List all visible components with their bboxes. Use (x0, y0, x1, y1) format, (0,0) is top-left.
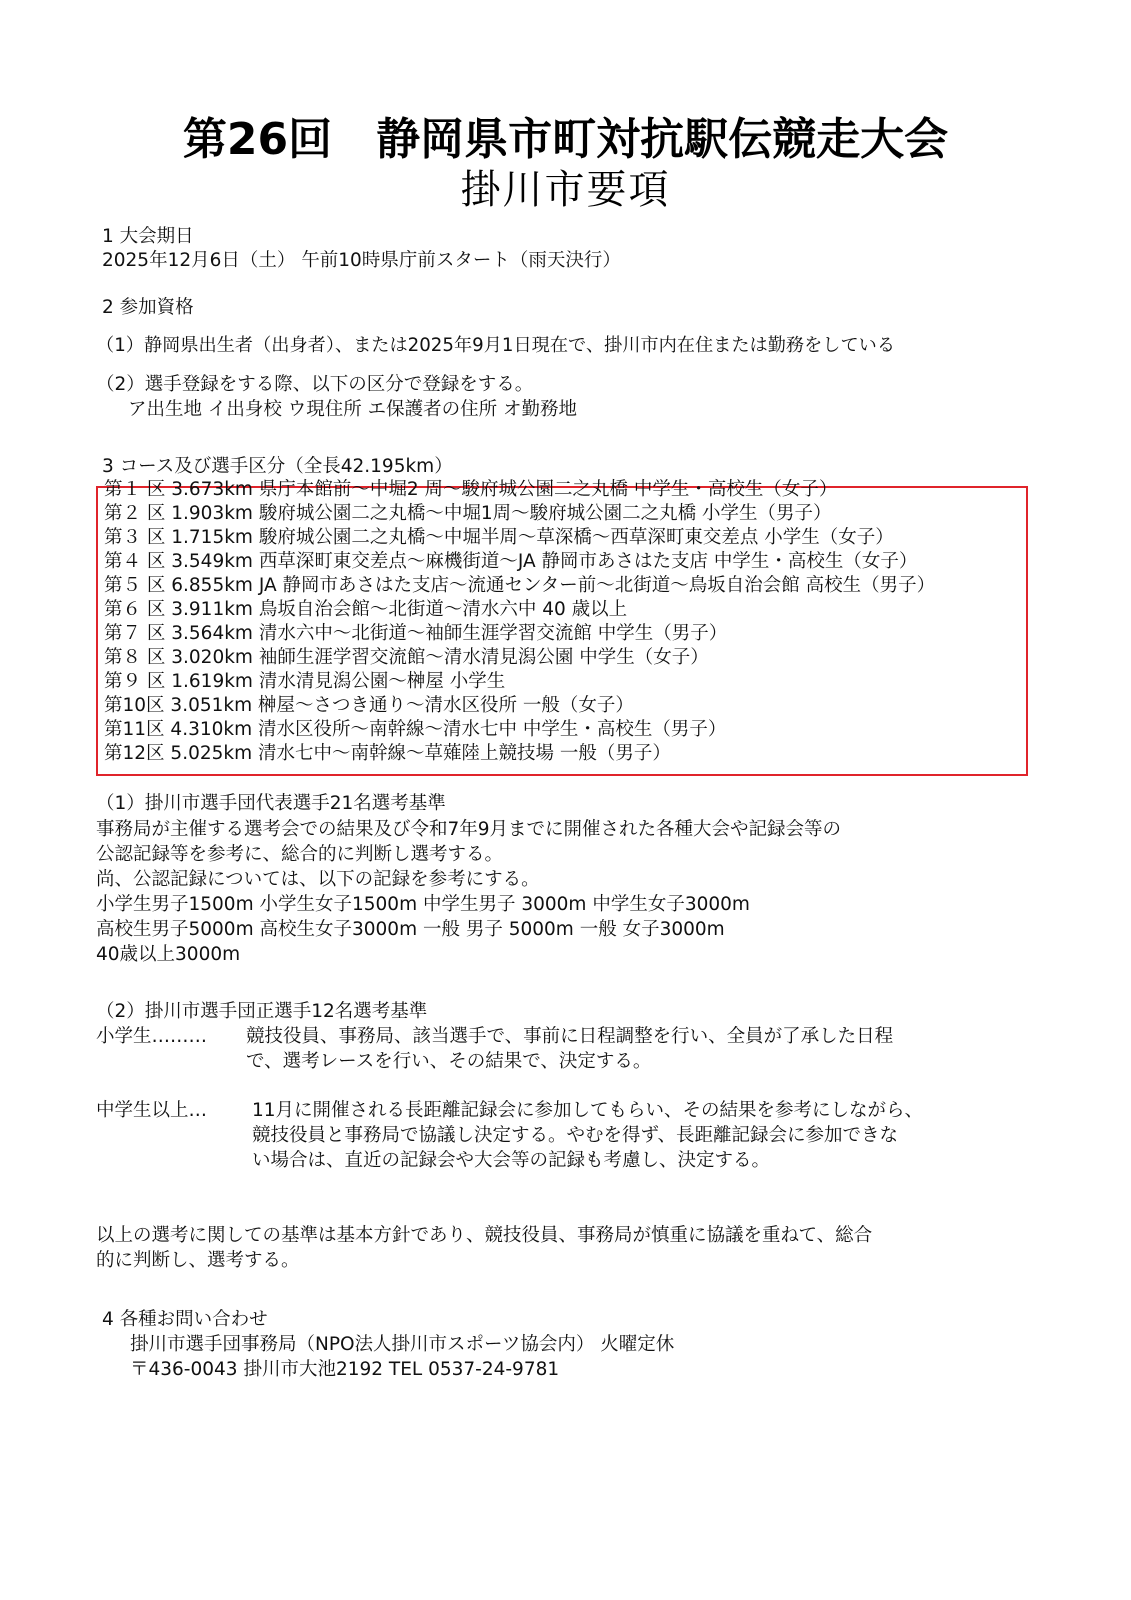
selection-2-heading: （2）掛川市選手団正選手12名選考基準 (96, 1001, 428, 1022)
selection-2-middle-label: 中学生以上… (96, 1100, 208, 1121)
course-leg-6: 第６ 区 3.911km 鳥坂自治会館～北街道～清水六中 40 歳以上 (104, 599, 628, 620)
closing-statement: 以上の選考に関しての基準は基本方針であり、競技役員、事務局が慎重に協議を重ねて、総合 (96, 1225, 873, 1246)
eligibility-categories: ア出生地 イ出身校 ウ現住所 エ保護者の住所 オ勤務地 (128, 399, 578, 420)
selection-1-line: 40歳以上3000m (96, 944, 241, 965)
course-leg-4: 第４ 区 3.549km 西草深町東交差点～麻機街道～JA 静岡市あさはた支店 中学生・高校生（女子） (104, 551, 918, 572)
selection-1-line: 高校生男子5000m 高校生女子3000m 一般 男子 5000m 一般 女子3000m (96, 919, 725, 940)
course-leg-5: 第５ 区 6.855km JA 静岡市あさはた支店～流通センター前～北街道～鳥坂自治会館 高校生（男子） (104, 575, 936, 596)
selection-2-elementary-text: で、選考レースを行い、その結果で、決定する。 (246, 1051, 652, 1072)
course-leg-1: 第１ 区 3.673km 県庁本館前～中堀2 周～駿府城公園二之丸橋 中学生・高校生（女子） (104, 479, 838, 500)
course-leg-10: 第10区 3.051km 榊屋～さつき通り～清水区役所 一般（女子） (104, 695, 634, 716)
course-leg-2: 第２ 区 1.903km 駿府城公園二之丸橋～中堀1周～駿府城公園二之丸橋 小学生（男子） (104, 503, 832, 524)
document-subtitle: 掛川市要項 (460, 167, 671, 213)
course-leg-8: 第８ 区 3.020km 袖師生涯学習交流館～清水清見潟公園 中学生（女子） (104, 647, 709, 668)
document-title: 第26回 静岡県市町対抗駅伝競走大会 (182, 114, 949, 165)
section1-heading: 1 大会期日 (102, 226, 194, 247)
selection-1-line: 事務局が主催する選考会での結果及び令和7年9月までに開催された各種大会や記録会等の (96, 819, 842, 840)
course-leg-12: 第12区 5.025km 清水七中～南幹線～草薙陸上競技場 一般（男子） (104, 743, 671, 764)
selection-1-line: 公認記録等を参考に、総合的に判断し選考する。 (96, 844, 504, 865)
course-leg-9: 第９ 区 1.619km 清水清見潟公園～榊屋 小学生 (104, 671, 506, 692)
event-date: 2025年12月6日（土） 午前10時県庁前スタート（雨天決行） (102, 250, 621, 271)
section2-heading: 2 参加資格 (102, 297, 194, 318)
selection-2-middle-text: い場合は、直近の記録会や大会等の記録も考慮し、決定する。 (252, 1150, 771, 1171)
course-leg-3: 第３ 区 1.715km 駿府城公園二之丸橋～中堀半周～草深橋～西草深町東交差点 小学生（女子） (104, 527, 894, 548)
selection-2-elementary-label: 小学生……… (96, 1026, 208, 1047)
selection-1-line: 尚、公認記録については、以下の記録を参考にする。 (96, 869, 540, 890)
contact-office: 掛川市選手団事務局（NPO法人掛川市スポーツ協会内） 火曜定休 (130, 1334, 675, 1355)
section3-heading: 3 コース及び選手区分（全長42.195km） (102, 456, 453, 477)
eligibility-item-1: （1）静岡県出生者（出身者）、または2025年9月1日現在で、掛川市内在住または勤務をしている (96, 335, 896, 356)
course-leg-7: 第７ 区 3.564km 清水六中～北街道～袖師生涯学習交流館 中学生（男子） (104, 623, 728, 644)
eligibility-item-2: （2）選手登録をする際、以下の区分で登録をする。 (96, 374, 534, 395)
selection-1-heading: （1）掛川市選手団代表選手21名選考基準 (96, 793, 446, 814)
course-leg-11: 第11区 4.310km 清水区役所～南幹線～清水七中 中学生・高校生（男子） (104, 719, 727, 740)
contact-address: 〒436-0043 掛川市大池2192 TEL 0537-24-9781 (130, 1359, 560, 1380)
selection-2-elementary-text: 競技役員、事務局、該当選手で、事前に日程調整を行い、全員が了承した日程 (246, 1026, 894, 1047)
selection-2-middle-text: 11月に開催される長距離記録会に参加してもらい、その結果を参考にしながら、 (252, 1100, 924, 1121)
selection-2-middle-text: 競技役員と事務局で協議し決定する。やむを得ず、長距離記録会に参加できな (252, 1125, 899, 1146)
closing-statement: 的に判断し、選考する。 (96, 1250, 300, 1271)
section4-heading: 4 各種お問い合わせ (102, 1309, 268, 1330)
selection-1-line: 小学生男子1500m 小学生女子1500m 中学生男子 3000m 中学生女子3000m (96, 894, 750, 915)
